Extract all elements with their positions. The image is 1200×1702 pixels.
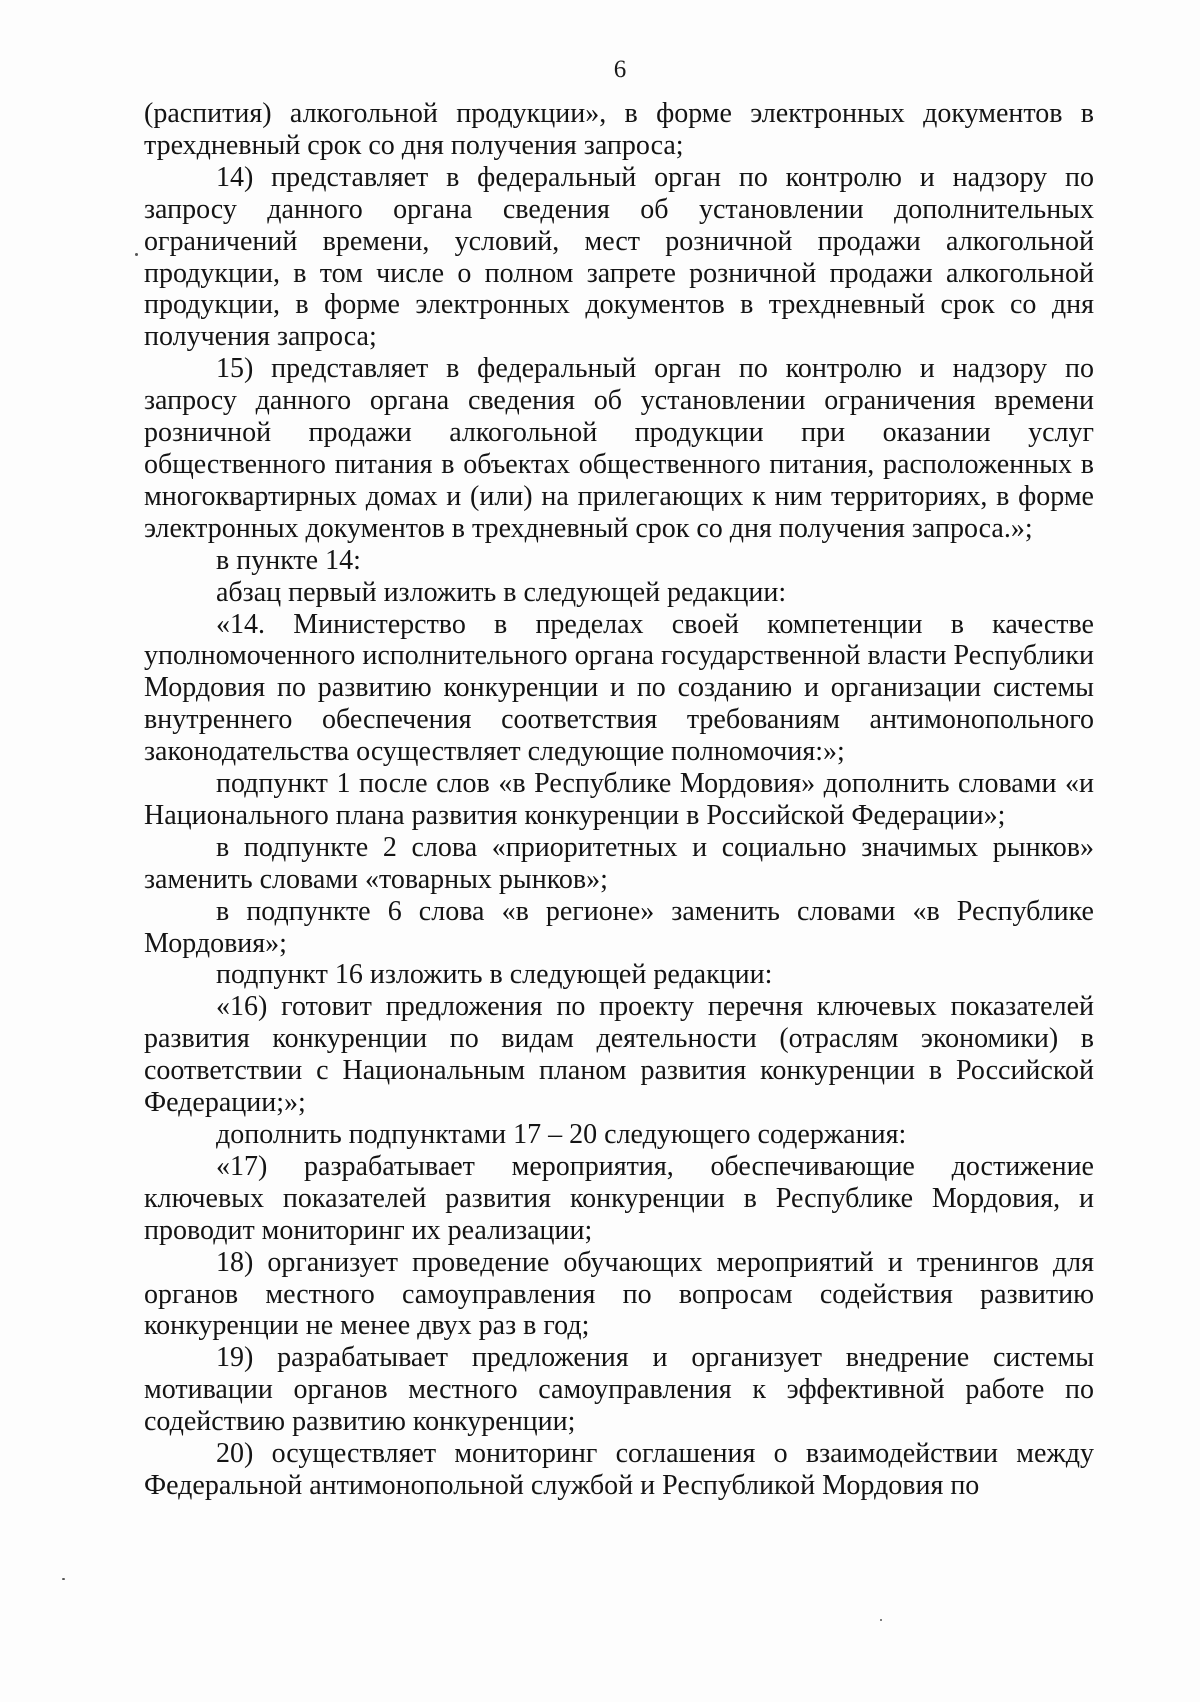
paragraph: 15) представляет в федеральный орган по контролю и надзору по запросу данного органа сведения об установлении ограничения времени розничной продажи алкогольной продукции при оказании услуг общественного питания в объектах общественного питания, расположенных в многоквартирных домах и (или) на прилегающих к ним территориях, в форме электронных документов в трехдневный срок со дня получения запроса.»; xyxy=(144,353,1094,544)
document-body xyxy=(144,98,1094,1502)
page-number: 6 xyxy=(613,56,627,83)
paragraph: «16) готовит предложения по проекту перечня ключевых показателей развития конкуренции по видам деятельности (отраслям экономики) в соответствии с Национальным планом развития конкуренции в Российской Федерации;»; xyxy=(144,991,1094,1119)
paragraph: 19) разрабатывает предложения и организует внедрение системы мотивации органов местного самоуправления к эффективной работе по содействию развитию конкуренции; xyxy=(144,1342,1094,1438)
scan-speck xyxy=(135,253,138,256)
paragraph: 18) организует проведение обучающих мероприятий и тренингов для органов местного самоуправления по вопросам содействия развитию конкуренции не менее двух раз в год; xyxy=(144,1246,1094,1342)
scan-speck xyxy=(880,1619,882,1621)
paragraph: «17) разрабатывает мероприятия, обеспечивающие достижение ключевых показателей развития конкуренции в Республике Мордовия, и проводит мониторинг их реализации; xyxy=(144,1150,1094,1246)
paragraph: в пункте 14: xyxy=(216,544,361,576)
paragraph: в подпункте 6 слова «в регионе» заменить словами «в Республике Мордовия»; xyxy=(144,895,1094,959)
paragraph: в подпункте 2 слова «приоритетных и социально значимых рынков» заменить словами «товарных рынков»; xyxy=(144,831,1094,895)
scan-speck xyxy=(62,1578,65,1580)
paragraph: дополнить подпунктами 17 – 20 следующего содержания: xyxy=(216,1119,907,1150)
paragraph: 14) представляет в федеральный орган по контролю и надзору по запросу данного органа сведения об установлении дополнительных ограничений времени, условий, мест розничной продажи алкогольной продукции, в том числе о полном запрете розничной продажи алкогольной продукции, в форме электронных документов в трехдневный срок со дня получения запроса; xyxy=(144,161,1094,353)
paragraph: абзац первый изложить в следующей редакции: xyxy=(216,576,787,608)
paragraph: (распития) алкогольной продукции», в форме электронных документов в трехдневный срок со дня получения запроса; xyxy=(144,98,1094,161)
paragraph: подпункт 1 после слов «в Республике Мордовия» дополнить словами «и Национального плана развития конкуренции в Российской Федерации»; xyxy=(144,768,1094,831)
paragraph: подпункт 16 изложить в следующей редакции: xyxy=(216,959,773,991)
paragraph: «14. Министерство в пределах своей компетенции в качестве уполномоченного исполнительного органа государственной власти Республики Мордовия по развитию конкуренции и по созданию и организации системы внутреннего обеспечения соответствия требованиям антимонопольного законодательства осуществляет следующие полномочия:»; xyxy=(144,608,1094,768)
paragraph: 20) осуществляет мониторинг соглашения о взаимодействии между Федеральной антимонопольной службой и Республикой Мордовия по xyxy=(144,1438,1094,1501)
